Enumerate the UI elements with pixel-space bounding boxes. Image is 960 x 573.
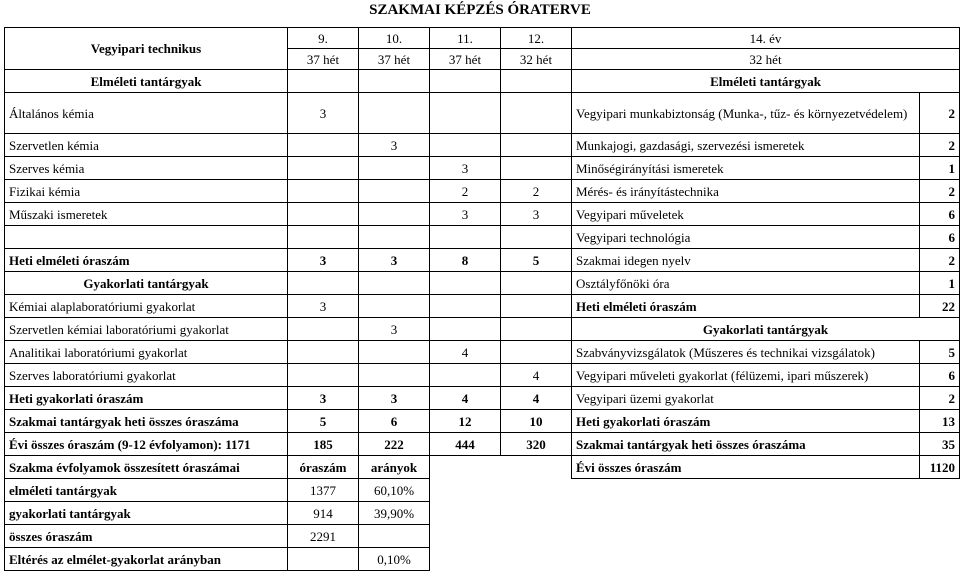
hours-cell-right: 1 bbox=[920, 157, 960, 180]
hours-cell: 3 bbox=[288, 93, 359, 134]
program-name-cell: Vegyipari technikus bbox=[5, 28, 288, 70]
table-row bbox=[5, 157, 960, 180]
hours-cell bbox=[430, 134, 501, 157]
table-row bbox=[5, 318, 960, 341]
hours-cell: 2 bbox=[430, 180, 501, 203]
hours-cell bbox=[359, 226, 430, 249]
section-practice-label: Gyakorlati tantárgyak bbox=[5, 272, 288, 295]
table-row bbox=[5, 387, 960, 410]
summary-header-ratio: arányok bbox=[359, 456, 430, 479]
curriculum-table bbox=[4, 27, 960, 571]
hours-cell bbox=[359, 295, 430, 318]
year-grade-cell: 10. bbox=[359, 28, 430, 49]
subject-name-cell-right: Heti gyakorlati óraszám bbox=[572, 410, 920, 433]
year-weeks-cell: 37 hét bbox=[288, 49, 359, 70]
hours-cell bbox=[501, 226, 572, 249]
table-row bbox=[5, 28, 960, 49]
table-cell bbox=[920, 502, 960, 525]
table-row bbox=[5, 479, 960, 502]
subject-name-cell-right: Szakmai idegen nyelv bbox=[572, 249, 920, 272]
hours-cell-right: 2 bbox=[920, 134, 960, 157]
curriculum-table-body bbox=[5, 28, 960, 571]
summary-ratio bbox=[359, 525, 430, 548]
summary-label: gyakorlati tantárgyak bbox=[5, 502, 288, 525]
hours-cell: 444 bbox=[430, 433, 501, 456]
hours-cell-right: 2 bbox=[920, 180, 960, 203]
year-weeks-cell: 37 hét bbox=[430, 49, 501, 70]
table-row bbox=[5, 203, 960, 226]
subject-name-cell bbox=[5, 226, 288, 249]
hours-cell-right: 5 bbox=[920, 341, 960, 364]
hours-cell: 4 bbox=[430, 341, 501, 364]
section-practice-label-right: Gyakorlati tantárgyak bbox=[572, 318, 960, 341]
hours-cell bbox=[288, 226, 359, 249]
hours-cell: 185 bbox=[288, 433, 359, 456]
section-theory-label-right: Elméleti tantárgyak bbox=[572, 70, 960, 93]
summary-header-hours: óraszám bbox=[288, 456, 359, 479]
subject-name-cell-right: Vegyipari műveleti gyakorlat (félüzemi, ipari műszerek) bbox=[572, 364, 920, 387]
subject-name-cell-right: Mérés- és irányítástechnika bbox=[572, 180, 920, 203]
subject-name-cell: Szerves kémia bbox=[5, 157, 288, 180]
hours-cell: 5 bbox=[288, 410, 359, 433]
hours-cell: 3 bbox=[288, 387, 359, 410]
table-row bbox=[5, 134, 960, 157]
hours-cell: 3 bbox=[430, 203, 501, 226]
hours-cell: 320 bbox=[501, 433, 572, 456]
hours-cell bbox=[430, 318, 501, 341]
table-cell bbox=[572, 479, 920, 502]
hours-cell bbox=[288, 134, 359, 157]
hours-cell: 10 bbox=[501, 410, 572, 433]
hours-cell: 4 bbox=[501, 387, 572, 410]
hours-cell-right: 22 bbox=[920, 295, 960, 318]
table-row bbox=[5, 525, 960, 548]
table-cell bbox=[501, 502, 572, 525]
subject-name-cell: Szervetlen kémia bbox=[5, 134, 288, 157]
hours-cell: 3 bbox=[288, 295, 359, 318]
hours-cell: 4 bbox=[501, 364, 572, 387]
hours-cell bbox=[288, 364, 359, 387]
table-row bbox=[5, 272, 960, 295]
hours-cell-right: 6 bbox=[920, 364, 960, 387]
summary-ratio: 60,10% bbox=[359, 479, 430, 502]
table-cell bbox=[501, 525, 572, 548]
hours-cell-right: 2 bbox=[920, 249, 960, 272]
year-grade-cell: 11. bbox=[430, 28, 501, 49]
hours-cell bbox=[430, 272, 501, 295]
page-title: SZAKMAI KÉPZÉS ÓRATERVE bbox=[369, 2, 591, 18]
hours-cell bbox=[288, 203, 359, 226]
year-weeks-cell: 32 hét bbox=[501, 49, 572, 70]
table-cell bbox=[430, 70, 501, 93]
table-cell bbox=[572, 502, 920, 525]
hours-cell bbox=[430, 295, 501, 318]
table-row bbox=[5, 502, 960, 525]
subject-name-cell-right: Vegyipari üzemi gyakorlat bbox=[572, 387, 920, 410]
table-row bbox=[5, 93, 960, 134]
hours-cell bbox=[359, 341, 430, 364]
hours-cell: 2 bbox=[501, 180, 572, 203]
hours-cell: 3 bbox=[359, 387, 430, 410]
subject-name-cell: Analitikai laboratóriumi gyakorlat bbox=[5, 341, 288, 364]
hours-cell: 4 bbox=[430, 387, 501, 410]
table-row bbox=[5, 433, 960, 456]
hours-cell-right: 35 bbox=[920, 433, 960, 456]
year14-grade-cell: 14. év bbox=[572, 28, 960, 49]
table-cell bbox=[359, 70, 430, 93]
hours-cell bbox=[359, 157, 430, 180]
hours-cell-right: 6 bbox=[920, 226, 960, 249]
hours-cell bbox=[359, 203, 430, 226]
hours-cell-right: 2 bbox=[920, 387, 960, 410]
hours-cell bbox=[359, 364, 430, 387]
year14-weeks-cell: 32 hét bbox=[572, 49, 960, 70]
table-row bbox=[5, 410, 960, 433]
table-cell bbox=[572, 525, 920, 548]
hours-cell bbox=[501, 318, 572, 341]
table-row bbox=[5, 226, 960, 249]
table-row bbox=[5, 456, 960, 479]
hours-cell-right: 1120 bbox=[920, 456, 960, 479]
section-theory-label: Elméleti tantárgyak bbox=[5, 70, 288, 93]
summary-hours: 914 bbox=[288, 502, 359, 525]
table-row bbox=[5, 548, 960, 571]
table-row bbox=[5, 70, 960, 93]
table-cell bbox=[920, 525, 960, 548]
table-cell bbox=[430, 548, 501, 571]
table-cell bbox=[430, 502, 501, 525]
hours-cell bbox=[288, 341, 359, 364]
hours-cell bbox=[501, 295, 572, 318]
table-row bbox=[5, 295, 960, 318]
subject-name-cell: Általános kémia bbox=[5, 93, 288, 134]
hours-cell-right: 1 bbox=[920, 272, 960, 295]
table-cell bbox=[920, 548, 960, 571]
hours-cell bbox=[430, 226, 501, 249]
subject-name-cell-right: Heti elméleti óraszám bbox=[572, 295, 920, 318]
summary-hours bbox=[288, 548, 359, 571]
subject-name-cell-right: Évi összes óraszám bbox=[572, 456, 920, 479]
hours-cell: 222 bbox=[359, 433, 430, 456]
hours-cell: 3 bbox=[288, 249, 359, 272]
hours-cell: 8 bbox=[430, 249, 501, 272]
subject-name-cell: Műszaki ismeretek bbox=[5, 203, 288, 226]
summary-label: összes óraszám bbox=[5, 525, 288, 548]
table-cell bbox=[572, 548, 920, 571]
subject-name-cell: Fizikai kémia bbox=[5, 180, 288, 203]
hours-cell-right: 2 bbox=[920, 93, 960, 134]
subject-name-cell-right: Szabványvizsgálatok (Műszeres és technikai vizsgálatok) bbox=[572, 341, 920, 364]
summary-hours: 2291 bbox=[288, 525, 359, 548]
table-row bbox=[5, 364, 960, 387]
hours-cell bbox=[430, 364, 501, 387]
hours-cell bbox=[501, 272, 572, 295]
hours-cell: 6 bbox=[359, 410, 430, 433]
summary-label: elméleti tantárgyak bbox=[5, 479, 288, 502]
table-cell bbox=[430, 525, 501, 548]
hours-cell-right: 6 bbox=[920, 203, 960, 226]
table-row bbox=[5, 180, 960, 203]
hours-cell bbox=[501, 134, 572, 157]
subject-name-cell-right: Szakmai tantárgyak heti összes óraszáma bbox=[572, 433, 920, 456]
table-cell bbox=[501, 456, 572, 479]
subject-name-cell-right: Vegyipari műveletek bbox=[572, 203, 920, 226]
table-row bbox=[5, 249, 960, 272]
hours-cell: 3 bbox=[359, 249, 430, 272]
hours-cell: 3 bbox=[430, 157, 501, 180]
hours-cell: 5 bbox=[501, 249, 572, 272]
subject-name-cell: Kémiai alaplaboratóriumi gyakorlat bbox=[5, 295, 288, 318]
table-cell bbox=[430, 479, 501, 502]
hours-cell: 3 bbox=[359, 318, 430, 341]
subject-name-cell: Heti elméleti óraszám bbox=[5, 249, 288, 272]
hours-cell bbox=[430, 93, 501, 134]
table-row bbox=[5, 341, 960, 364]
year-grade-cell: 9. bbox=[288, 28, 359, 49]
subject-name-cell-right: Munkajogi, gazdasági, szervezési ismeretek bbox=[572, 134, 920, 157]
year-grade-cell: 12. bbox=[501, 28, 572, 49]
hours-cell bbox=[501, 157, 572, 180]
subject-name-cell: Szervetlen kémiai laboratóriumi gyakorlat bbox=[5, 318, 288, 341]
hours-cell bbox=[288, 180, 359, 203]
subject-name-cell-right: Osztályfőnöki óra bbox=[572, 272, 920, 295]
table-cell bbox=[920, 479, 960, 502]
table-cell bbox=[430, 456, 501, 479]
subject-name-cell: Szakmai tantárgyak heti összes óraszáma bbox=[5, 410, 288, 433]
table-cell bbox=[501, 548, 572, 571]
subject-name-cell-right: Minőségirányítási ismeretek bbox=[572, 157, 920, 180]
hours-cell bbox=[359, 180, 430, 203]
subject-name-cell: Szerves laboratóriumi gyakorlat bbox=[5, 364, 288, 387]
table-cell bbox=[288, 70, 359, 93]
subject-name-cell-right: Vegyipari technológia bbox=[572, 226, 920, 249]
summary-ratio: 0,10% bbox=[359, 548, 430, 571]
subject-name-cell-right: Vegyipari munkabiztonság (Munka-, tűz- és környezetvédelem) bbox=[572, 93, 920, 134]
subject-name-cell: Heti gyakorlati óraszám bbox=[5, 387, 288, 410]
summary-hours: 1377 bbox=[288, 479, 359, 502]
subject-name-cell: Évi összes óraszám (9-12 évfolyamon): 1171 bbox=[5, 433, 288, 456]
hours-cell bbox=[359, 93, 430, 134]
hours-cell: 3 bbox=[501, 203, 572, 226]
table-cell bbox=[501, 479, 572, 502]
hours-cell bbox=[359, 272, 430, 295]
summary-ratio: 39,90% bbox=[359, 502, 430, 525]
hours-cell bbox=[288, 272, 359, 295]
table-cell bbox=[501, 70, 572, 93]
hours-cell bbox=[288, 318, 359, 341]
hours-cell bbox=[288, 157, 359, 180]
hours-cell bbox=[501, 341, 572, 364]
hours-cell: 12 bbox=[430, 410, 501, 433]
summary-header-label: Szakma évfolyamok összesített óraszámai bbox=[5, 456, 288, 479]
hours-cell: 3 bbox=[359, 134, 430, 157]
year-weeks-cell: 37 hét bbox=[359, 49, 430, 70]
summary-label: Eltérés az elmélet-gyakorlat arányban bbox=[5, 548, 288, 571]
hours-cell-right: 13 bbox=[920, 410, 960, 433]
hours-cell bbox=[501, 93, 572, 134]
